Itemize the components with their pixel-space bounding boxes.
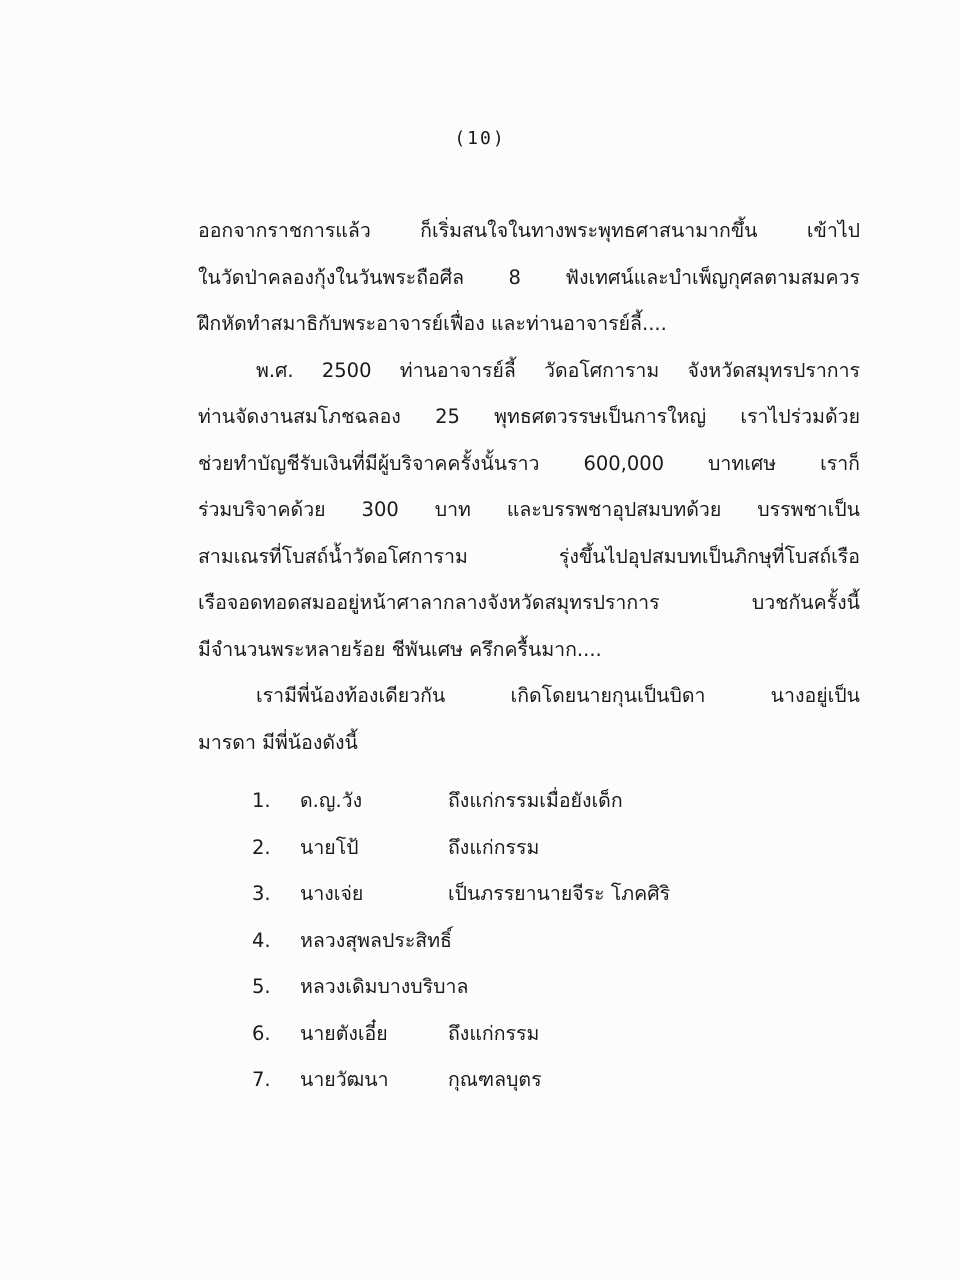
list-item [252,1011,852,1058]
list-item [252,778,852,825]
siblings-list [252,778,852,1104]
page-number: (10) [454,128,506,149]
sibling-name: หลวงเดิมบางบริบาล [300,975,469,998]
text-line: ฝึกหัดทำสมาธิกับพระอาจารย์เฟื่อง และท่านอาจารย์ลี้.... [198,312,667,335]
text-line: สามเณรที่โบสถ์น้ำวัดอโศการาม รุ่งขึ้นไปอุปสมบทเป็นภิกษุที่โบสถ์เรือ [198,544,860,568]
text-line: ร่วมบริจาคด้วย 300 บาท และบรรพชาอุปสมบทด้วย บรรพชาเป็น [198,498,860,521]
list-number: 1. [252,789,271,812]
list-item [252,825,852,872]
sibling-note: เป็นภรรยานายจีระ โภคศิริ [448,882,671,905]
list-number: 6. [252,1021,271,1045]
sibling-note: ถึงแก่กรรมเมื่อยังเด็ก [448,789,623,812]
list-item [252,918,852,965]
body-text [198,208,860,766]
sibling-name: หลวงสุพลประสิทธิ์ [300,928,452,952]
sibling-note: ถึงแก่กรรม [448,835,540,859]
list-number: 5. [252,975,271,998]
text-line: ท่านจัดงานสมโภชฉลอง 25 พุทธศตวรรษเป็นการใหญ่ เราไปร่วมด้วย [198,405,860,428]
list-number: 4. [252,928,271,952]
list-item [252,964,852,1011]
text-line: ออกจากราชการแล้ว ก็เริ่มสนใจในทางพระพุทธศาสนามากขึ้น เข้าไป [198,219,860,242]
sibling-note: ถึงแก่กรรม [448,1021,540,1045]
sibling-name: นายโป้ [300,835,359,859]
text-line: เรามีพี่น้องท้องเดียวกัน เกิดโดยนายกุนเป็นบิดา นางอยู่เป็น [256,684,860,707]
text-line: พ.ศ. 2500 ท่านอาจารย์ลี้ วัดอโศการาม จังหวัดสมุทรปราการ [256,358,860,382]
sibling-name: นายวัฒนา [300,1068,389,1091]
sibling-name: ด.ญ.วัง [300,789,363,812]
sibling-name: นายตังเอี๋ย [300,1021,388,1045]
sibling-name: นางเจ่ย [300,882,364,905]
text-line: มารดา มีพี่น้องดังนี้ [198,730,358,754]
list-item [252,1057,852,1104]
list-number: 3. [252,882,271,905]
text-line: ในวัดป่าคลองกุ้งในวันพระถือศีล 8 ฟังเทศน์และบำเพ็ญกุศลตามสมควร [198,265,860,289]
text-line: มีจำนวนพระหลายร้อย ชีพันเศษ ครึกครื้นมาก.... [198,637,602,661]
text-line: เรือจอดทอดสมออยู่หน้าศาลากลางจังหวัดสมุทรปราการ บวชกันครั้งนี้ [198,591,860,614]
text-line: ช่วยทำบัญชีรับเงินที่มีผู้บริจาคครั้งนั้นราว 600,000 บาทเศษ เราก็ [198,451,860,475]
list-number: 2. [252,835,271,859]
list-item [252,871,852,918]
list-number: 7. [252,1068,271,1091]
sibling-note: กุณฑลบุตร [448,1068,542,1091]
